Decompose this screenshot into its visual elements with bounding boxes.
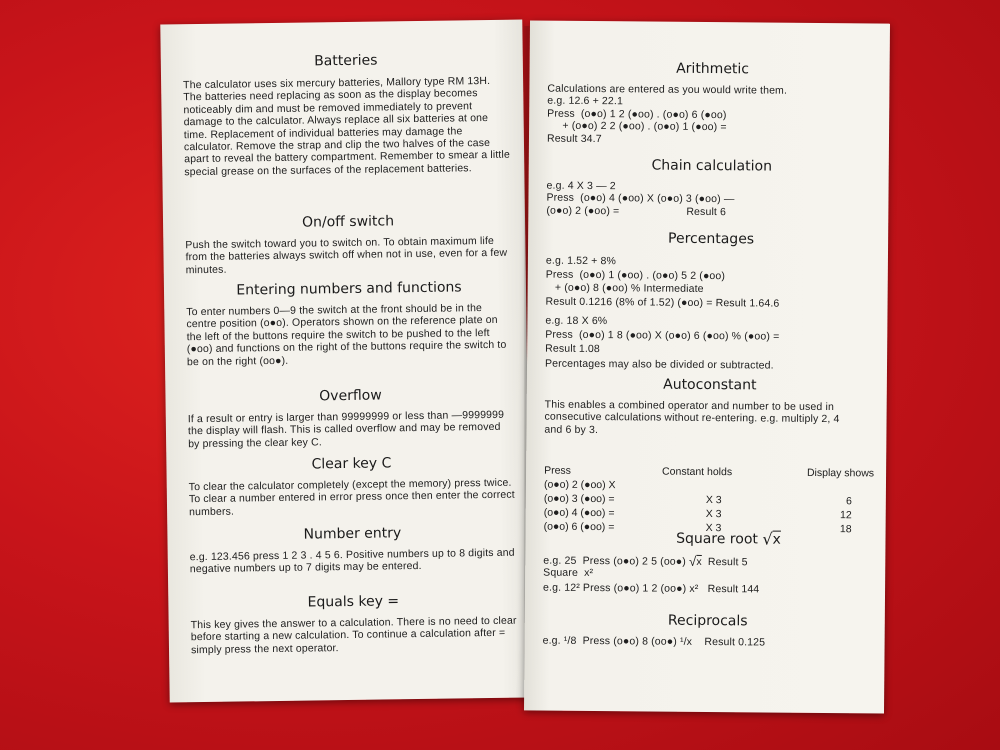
equals-text: This key gives the answer to a calculation. There is no need to clear before starting a new calculation. To continue a calculation after = simply press the next operator.: [190, 614, 517, 657]
batteries-text: The calculator uses six mercury batteries, Mallory type RM 13H. The batteries need replacing as soon as the display becomes noticeably dim and must be removed immediately to prevent damage to the calculator. Always replace all six batteries at one time. Replacement of individual batteries may damage the calculator. Remove the strap and clip the two halves of the case apart to reveal the battery compartment. Remember to smear a little special grease on the surfaces of the replacement batteries.: [183, 74, 511, 179]
entering-text: To enter numbers 0—9 the switch at the front should be in the centre position (o●o). Operators shown on the reference plate on the left of the buttons require the switch to be pushed to the left (●oo) and functions on the right of the buttons require the switch to be on the right (oo●).: [186, 302, 507, 368]
clear-heading: Clear key C: [311, 455, 392, 473]
square-example: [543, 581, 873, 596]
reciprocal-line-b: Result 0.125: [704, 635, 766, 649]
percent-line: Result 0.1216 (8% of 1.52) (●oo) = Result 1.64.6: [545, 295, 780, 310]
col-display-shows: Display shows: [806, 466, 875, 480]
arithmetic-line: e.g. 12.6 + 22.1: [547, 95, 624, 108]
sqrt-section: [543, 529, 874, 597]
cell-press: (o●o) 4 (●oo) =: [543, 506, 615, 520]
square-line: Square x²: [543, 566, 594, 580]
batteries-heading: Batteries: [314, 52, 378, 70]
percent-line: e.g. 18 X 6%: [545, 314, 608, 327]
clear-text: To clear the calculator completely (except the memory) press twice. To clear a number entered in error press once then enter the correct numbers.: [188, 476, 515, 519]
cell-press: (o●o) 3 (●oo) =: [543, 492, 615, 506]
number-entry-section: [189, 523, 516, 576]
percent-line: e.g. 1.52 + 8%: [545, 254, 617, 268]
autoconstant-heading: Autoconstant: [663, 376, 757, 394]
arithmetic-line: Result 34.7: [546, 132, 602, 145]
onoff-heading: On/off switch: [301, 213, 395, 231]
percent-line: Press (o●o) 1 (●oo) . (o●o) 5 2 (●oo): [545, 268, 726, 283]
arithmetic-section: [547, 59, 878, 148]
sqrt-line1-a: e.g. 25 Press (o●o) 2 5 (oo●): [543, 554, 687, 568]
equals-heading: Equals key =: [307, 593, 400, 611]
chain-line: [546, 204, 876, 219]
sqrt-heading-line: [543, 529, 873, 550]
cell-constant: X 3: [705, 507, 722, 521]
arithmetic-intro: Calculations are entered as you would write them.: [547, 82, 788, 97]
autoconstant-section: [543, 375, 875, 536]
reciprocal-line-a: e.g. ¹/8 Press (o●o) 8 (oo●) ¹/x: [542, 634, 693, 648]
cell-display: 6: [845, 495, 852, 508]
square-line3-a: e.g. 12² Press (o●o) 1 2 (oo●) x²: [543, 581, 699, 595]
autoconstant-table: [544, 465, 875, 538]
col-constant-holds: Constant holds: [662, 465, 733, 479]
arithmetic-line: Press (o●o) 1 2 (●oo) . (o●o) 6 (●oo): [547, 107, 727, 121]
percent-line: Result 1.08: [545, 343, 600, 356]
chain-line-a: (o●o) 2 (●oo) =: [546, 204, 620, 218]
cell-constant: X 3: [705, 521, 722, 535]
chain-line: e.g. 4 X 3 — 2: [546, 179, 616, 193]
onoff-section: [185, 211, 512, 277]
overflow-text: If a result or entry is larger than 99999999 or less than —9999999 the display will flash. This is called overflow and may be removed by pressing the clear key C.: [187, 408, 505, 451]
clear-section: [188, 453, 515, 519]
chain-section: [546, 156, 877, 220]
overflow-section: [187, 385, 514, 451]
sqrt-line1-b: Result 5: [707, 556, 748, 569]
reciprocal-line: [543, 635, 873, 650]
sqrt-line1-sym: x: [696, 555, 702, 568]
onoff-text: Push the switch toward you to switch on. To obtain maximum life from the batteries always switch off when not in use, even for a few minutes.: [185, 234, 508, 277]
sqrt-icon: √: [688, 553, 697, 569]
entering-section: [186, 278, 513, 369]
percent-line: + (o●o) 8 (●oo) % Intermediate: [545, 281, 704, 295]
batteries-section: [183, 50, 511, 179]
cell-constant: X 3: [705, 493, 722, 507]
arithmetic-line: + (o●o) 2 2 (●oo) . (o●o) 1 (●oo) =: [547, 119, 727, 134]
reciprocals-heading: Reciprocals: [667, 612, 748, 630]
percentages-section: [545, 229, 876, 373]
cell-display: 12: [839, 509, 852, 522]
sqrt-heading: Square root: [676, 530, 758, 548]
number-entry-text: e.g. 123.456 press 1 2 3 . 4 5 6. Positive numbers up to 8 digits and negative numbers up to 7 digits may be entered.: [189, 546, 515, 576]
left-page: [160, 20, 531, 703]
percent-line: Press (o●o) 1 8 (●oo) X (o●o) 6 (●oo) % (●oo) =: [545, 328, 780, 343]
autoconstant-text: This enables a combined operator and number to be used in consecutive calculations without re-entering. e.g. multiply 2, 4 and 6 by 3.: [544, 398, 840, 436]
cell-display: 18: [839, 523, 852, 536]
equals-section: [190, 591, 517, 657]
cell-press: (o●o) 2 (●oo) X: [543, 478, 616, 492]
percentages-heading: Percentages: [668, 230, 755, 248]
arithmetic-heading: Arithmetic: [676, 60, 750, 78]
reciprocals-section: [543, 611, 873, 650]
percent-line: Percentages may also be divided or subtracted.: [544, 357, 774, 372]
entering-heading: Entering numbers and functions: [236, 279, 462, 299]
chain-result: Result 6: [686, 205, 727, 218]
square-line3-b: Result 144: [707, 582, 760, 596]
overflow-heading: Overflow: [319, 387, 382, 405]
chain-heading: Chain calculation: [651, 157, 773, 175]
number-entry-heading: Number entry: [303, 525, 402, 543]
cell-press: (o●o) 6 (●oo) =: [543, 520, 615, 534]
sqrt-heading-symbol: x: [772, 531, 781, 548]
chain-line: Press (o●o) 4 (●oo) X (o●o) 3 (●oo) —: [546, 191, 735, 206]
right-page: [524, 20, 890, 713]
sqrt-icon: √: [762, 529, 773, 549]
col-press: Press: [544, 464, 571, 477]
